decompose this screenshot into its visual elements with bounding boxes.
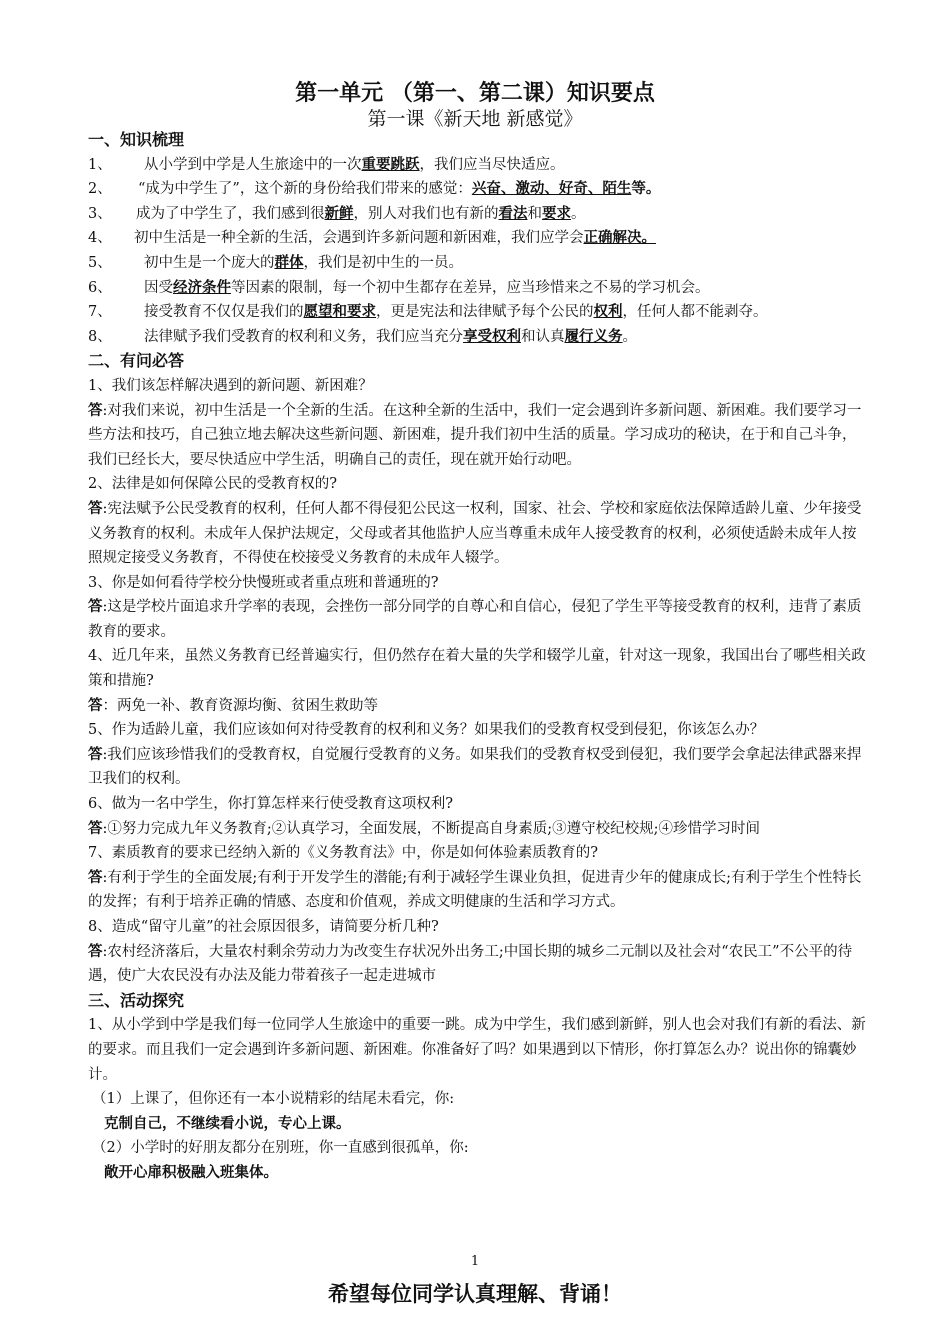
document-body xyxy=(88,128,868,1186)
item-text: 初中生活是一种全新的生活，会遇到许多新问题和新困难，我们应学会 xyxy=(134,230,584,247)
item-text: 从小学到中学是人生旅途中的一次 xyxy=(144,156,362,173)
key-term: 正确解决。 xyxy=(583,229,656,247)
answer-label: 答 xyxy=(88,598,103,616)
answer-text: :宪法赋予公民受教育的权利，任何人都不得侵犯公民这一权利，国家、社会、学校和家庭依法保障适龄儿童、少年接受义务教育的权利。未成年人保护法规定，父母或者其他监护人应当尊重未成年人接受教育的权利，必须使适龄未成年人按照规定接受义务教育，不得使在校接受义务教育的未成年人辍学。 xyxy=(88,500,862,567)
answer-label: 答 xyxy=(88,696,103,714)
key-term: 新鲜 xyxy=(324,204,354,222)
answer xyxy=(88,866,868,915)
answer-text: :农村经济落后，大量农村剩余劳动力为改变生存状况外出务工;中国长期的城乡二元制以及社会对“农民工”不公平的待遇，使广大农民没有办法及能力带着孩子一起走进城市 xyxy=(88,943,853,985)
answer-label: 答 xyxy=(88,499,103,517)
item-text: 。 xyxy=(622,328,637,345)
item-text: ，更是宪法和法律赋予每个公民的 xyxy=(376,304,594,321)
item-text: 初中生是一个庞大的 xyxy=(144,254,275,271)
item-number: 3、 xyxy=(88,205,112,222)
key-term: 看法 xyxy=(498,204,528,222)
answer-label: 答 xyxy=(88,819,103,837)
item-text: 成为了中学生了，我们感到很 xyxy=(136,205,325,222)
item-text: 和 xyxy=(527,205,542,222)
key-term: 兴奋、激动、好奇、陌生 xyxy=(471,180,632,198)
knowledge-item xyxy=(88,202,868,227)
item-number: 2、 xyxy=(88,181,112,198)
item-text: ，别人对我们也有新的 xyxy=(353,205,499,222)
answer-text: :对我们来说，初中生活是一个全新的生活。在这种全新的生活中，我们一定会遇到许多新问题、新困难。我们要学习一些方法和技巧，自己独立地去解决这些新问题、新困难，提升我们初中生活的质量。学习成功的秘诀，在于和自己斗争，我们已经长大，要尽快适应中学生活，明确自己的责任，现在就开始行动吧。 xyxy=(88,402,862,468)
item-text: 接受教育不仅仅是我们的 xyxy=(144,304,304,321)
knowledge-item xyxy=(88,177,868,202)
item-number: 5、 xyxy=(88,254,112,271)
knowledge-item xyxy=(88,325,868,350)
section-heading-activity: 三、活动探究 xyxy=(88,990,185,1010)
page-subtitle: 第一课《新天地 新感觉》 xyxy=(367,108,583,130)
case-question: （1）上课了，但你还有一本小说精彩的结尾未看完，你: xyxy=(92,1091,455,1108)
key-term: 重要跳跃 xyxy=(361,155,420,173)
knowledge-item xyxy=(88,153,868,178)
key-term: 要求 xyxy=(542,204,571,222)
question: 6、做为一名中学生，你打算怎样来行使受教育这项权利? xyxy=(88,796,453,813)
answer-label: 答 xyxy=(88,868,103,886)
item-text: ，我们应当尽快适应。 xyxy=(419,156,565,173)
question: 4、近几年来，虽然义务教育已经普遍实行，但仍然存在着大量的失学和辍学儿童，针对这一现象，我国出台了哪些相关政策和措施? xyxy=(88,648,866,690)
case-question: （2）小学时的好朋友都分在别班，你一直感到很孤单，你: xyxy=(92,1140,469,1157)
answer-text: :这是学校片面追求升学率的表现，会挫伤一部分同学的自尊心和自信心，侵犯了学生平等接受教育的权利，违背了素质教育的要求。 xyxy=(88,599,862,640)
section-heading-knowledge: 一、知识梳理 xyxy=(88,130,185,149)
knowledge-item xyxy=(88,251,868,276)
answer xyxy=(88,497,868,571)
item-number: 4、 xyxy=(88,230,112,247)
knowledge-item xyxy=(88,226,868,251)
item-text: “成为中学生了”，这个新的身份给我们带来的感觉： xyxy=(138,181,472,198)
key-term: 经济条件 xyxy=(173,278,231,296)
section-heading-qa: 二、有问必答 xyxy=(88,351,185,371)
question: 3、你是如何看待学校分快慢班或者重点班和普通班的? xyxy=(88,574,439,591)
answer-text: :有利于学生的全面发展;有利于开发学生的潜能;有利于减轻学生课业负担，促进青少年的健康成长;有利于学生个性特长的发挥；有利于培养正确的情感、态度和价值观，养成文明健康的生活和学习方式。 xyxy=(88,869,862,911)
item-text: 等。 xyxy=(631,180,661,198)
key-term: 愿望和要求 xyxy=(303,303,376,321)
qa-list xyxy=(88,374,868,989)
answer xyxy=(88,743,868,792)
item-text: 。 xyxy=(571,205,586,222)
key-term: 群体 xyxy=(274,253,304,271)
answer-label: 答 xyxy=(88,942,103,960)
answer xyxy=(88,817,868,842)
question: 5、作为适龄儿童，我们应该如何对待受教育的权利和义务？如果我们的受教育权受到侵犯，你该怎么办？ xyxy=(88,722,765,739)
answer-text: ：两免一补、教育资源均衡、贫困生救助等 xyxy=(102,697,378,714)
knowledge-item xyxy=(88,276,868,301)
answer xyxy=(88,940,868,989)
question: 1、我们该怎样解决遇到的新问题、新困难？ xyxy=(88,377,373,394)
item-text: 等因素的限制，每一个初中生都存在差异，应当珍惜来之不易的学习机会。 xyxy=(231,279,710,296)
footer-note: 希望每位同学认真理解、背诵！ xyxy=(328,1282,622,1306)
knowledge-list xyxy=(88,153,868,350)
answer xyxy=(88,595,868,644)
activity-intro: 1、从小学到中学是我们每一位同学人生旅途中的重要一跳。成为中学生，我们感到新鲜，别人也会对我们有新的看法、新的要求。而且我们一定会遇到许多新问题、新困难。你准备好了吗？如果遇到以下情形，你打算怎么办？说出你的锦囊妙计。 xyxy=(88,1017,866,1083)
page-title: 第一单元 （第一、第二课）知识要点 xyxy=(295,81,655,106)
item-text: 和认真 xyxy=(521,328,565,345)
answer-text: :①努力完成九年义务教育;②认真学习，全面发展，不断提高自身素质;③遵守校纪校规;④珍惜学习时间 xyxy=(102,820,761,837)
knowledge-item xyxy=(88,300,868,325)
answer-label: 答 xyxy=(88,401,103,419)
case-answer: 敞开心扉积极融入班集体。 xyxy=(104,1163,278,1181)
item-text: ，我们是初中生的一员。 xyxy=(303,254,463,271)
answer xyxy=(88,694,868,719)
key-term: 权利 xyxy=(593,303,623,321)
item-text: ，任何人都不能剥夺。 xyxy=(622,304,768,321)
item-number: 8、 xyxy=(88,328,112,345)
case-answer: 克制自己，不继续看小说，专心上课。 xyxy=(104,1114,351,1132)
item-text: 法律赋予我们受教育的权利和义务，我们应当充分 xyxy=(144,328,463,345)
item-number: 1、 xyxy=(88,156,112,173)
key-term: 履行义务 xyxy=(564,327,623,345)
answer-label: 答 xyxy=(88,745,103,763)
item-text: 因受 xyxy=(144,279,173,296)
page-number: 1 xyxy=(470,1254,480,1269)
question: 8、造成“留守儿童”的社会原因很多，请简要分析几种? xyxy=(88,919,439,935)
item-number: 6、 xyxy=(88,279,112,296)
item-number: 7、 xyxy=(88,304,112,321)
answer xyxy=(88,399,868,473)
question: 7、素质教育的要求已经纳入新的《义务教育法》中，你是如何体验素质教育的? xyxy=(88,845,598,862)
question: 2、法律是如何保障公民的受教育权的? xyxy=(88,476,337,493)
answer-text: :我们应该珍惜我们的受教育权，自觉履行受教育的义务。如果我们的受教育权受到侵犯，我们要学会拿起法律武器来捍卫我们的权利。 xyxy=(88,746,862,788)
key-term: 享受权利 xyxy=(463,327,521,345)
